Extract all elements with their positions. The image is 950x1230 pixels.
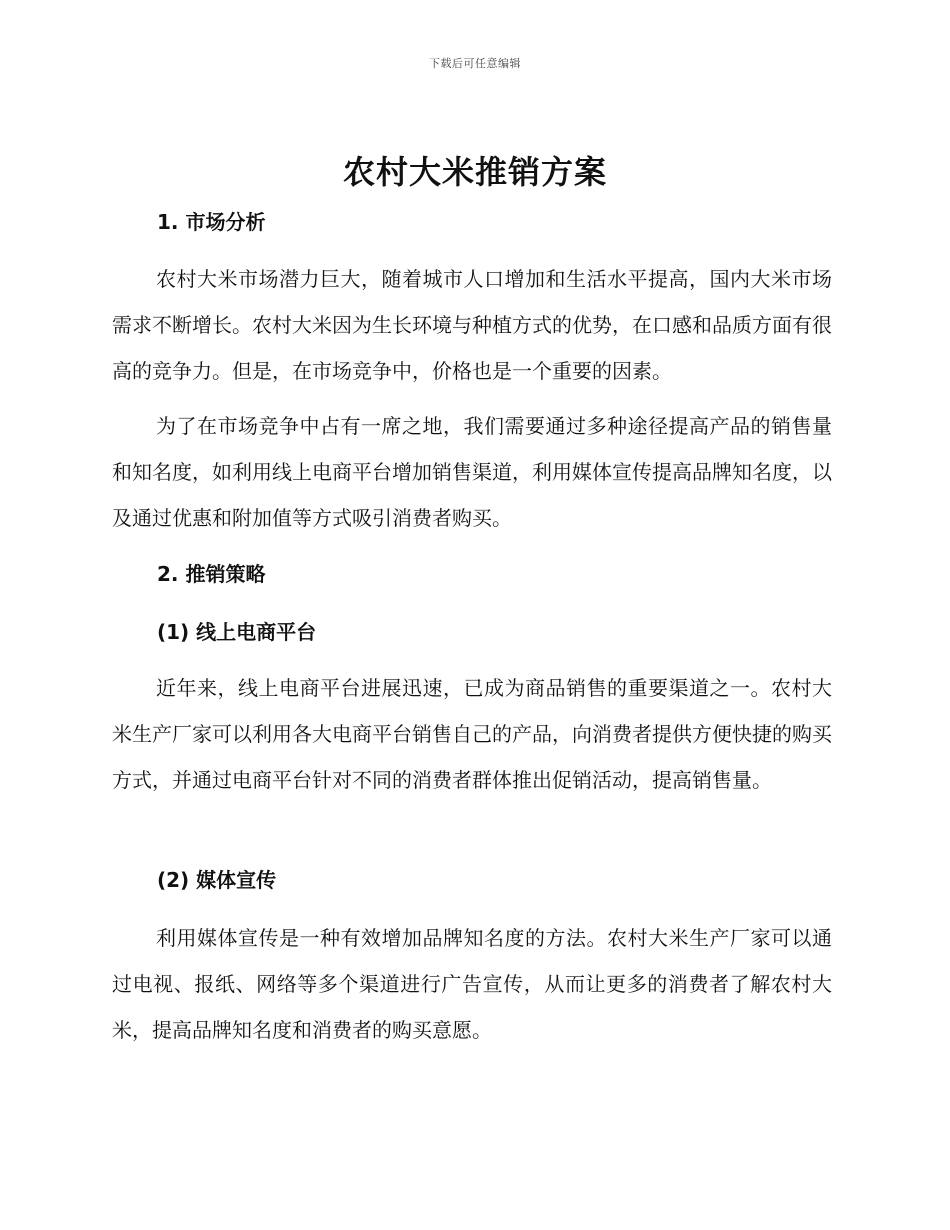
- section-heading-market-analysis: 1. 市场分析: [157, 210, 266, 234]
- subsection-heading-media-promotion: (2) 媒体宣传: [157, 868, 277, 892]
- paragraph-market-analysis-2: 为了在市场竞争中占有一席之地，我们需要通过多种途径提高产品的销售量和知名度，如利用线上电商平台增加销售渠道，利用媒体宣传提高品牌知名度，以及通过优惠和附加值等方式吸引消费者购买。: [112, 414, 832, 530]
- subsection-heading-online-ecommerce: (1) 线上电商平台: [157, 620, 317, 644]
- section-heading-sales-strategy: 2. 推销策略: [157, 562, 266, 586]
- paragraph-market-analysis-1: 农村大米市场潜力巨大，随着城市人口增加和生活水平提高，国内大米市场需求不断增长。农村大米因为生长环境与种植方式的优势，在口感和品质方面有很高的竞争力。但是，在市场竞争中，价格也是一个重要的因素。: [112, 267, 832, 383]
- paragraph-online-ecommerce: 近年来，线上电商平台进展迅速，已成为商品销售的重要渠道之一。农村大米生产厂家可以利用各大电商平台销售自己的产品，向消费者提供方便快捷的购买方式，并通过电商平台针对不同的消费者群体推出促销活动，提高销售量。: [112, 676, 832, 792]
- document-title: 农村大米推销方案: [342, 153, 607, 191]
- header-note: 下载后可任意编辑: [429, 57, 521, 70]
- paragraph-media-promotion: 利用媒体宣传是一种有效增加品牌知名度的方法。农村大米生产厂家可以通过电视、报纸、网络等多个渠道进行广告宣传，从而让更多的消费者了解农村大米，提高品牌知名度和消费者的购买意愿。: [112, 926, 832, 1042]
